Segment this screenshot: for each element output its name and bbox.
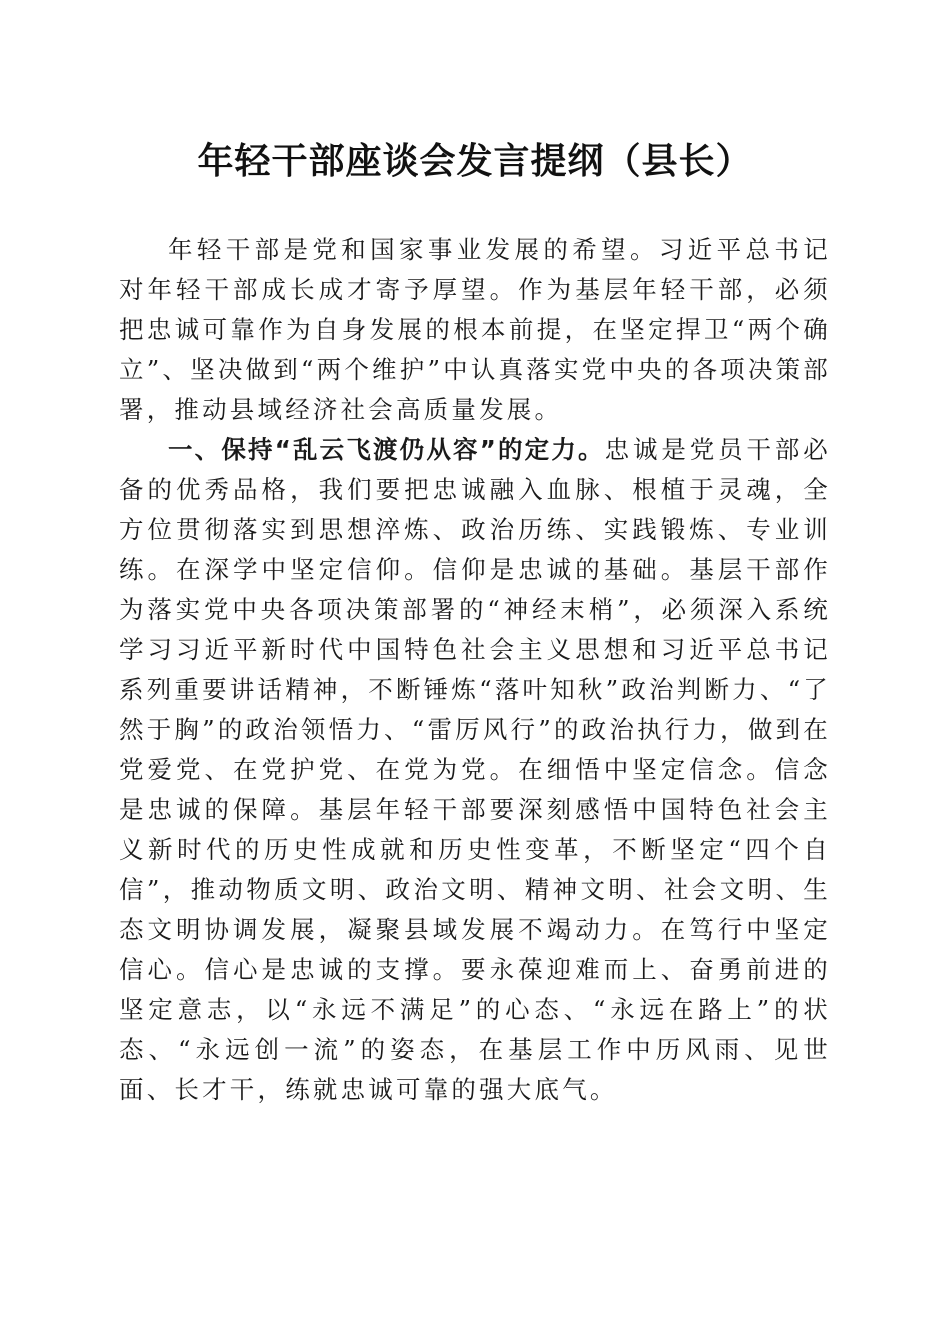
document-body — [119, 230, 831, 1110]
document-title: 年轻干部座谈会发言提纲（县长） — [197, 140, 753, 182]
section-1-heading: 一、保持“乱云飞渡仍从容”的定力。 — [168, 435, 605, 464]
section-1-paragraph — [119, 430, 831, 1110]
section-1-body: 忠诚是党员干部必备的优秀品格，我们要把忠诚融入血脉、根植于灵魂，全方位贯彻落实到思想淬炼、政治历练、实践锻炼、专业训练。在深学中坚定信仰。信仰是忠诚的基础。基层干部作为落实党中央各项决策部署的“神经末梢”，必须深入系统学习习近平新时代中国特色社会主义思想和习近平总书记系列重要讲话精神，不断锤炼“落叶知秋”政治判断力、“了然于胸”的政治领悟力、“雷厉风行”的政治执行力，做到在党爱党、在党护党、在党为党。在细悟中坚定信念。信念是忠诚的保障。基层年轻干部要深刻感悟中国特色社会主义新时代的历史性成就和历史性变革，不断坚定“四个自信”，推动物质文明、政治文明、精神文明、社会文明、生态文明协调发展，凝聚县域发展不竭动力。在笃行中坚定信心。信心是忠诚的支撑。要永葆迎难而上、奋勇前进的坚定意志，以“永远不满足”的心态、“永远在路上”的状态、“永远创一流”的姿态，在基层工作中历风雨、见世面、长才干，练就忠诚可靠的强大底气。 — [119, 435, 831, 1104]
intro-paragraph: 年轻干部是党和国家事业发展的希望。习近平总书记对年轻干部成长成才寄予厚望。作为基层年轻干部，必须把忠诚可靠作为自身发展的根本前提，在坚定捍卫“两个确立”、坚决做到“两个维护”中认真落实党中央的各项决策部署，推动县域经济社会高质量发展。 — [119, 235, 831, 424]
